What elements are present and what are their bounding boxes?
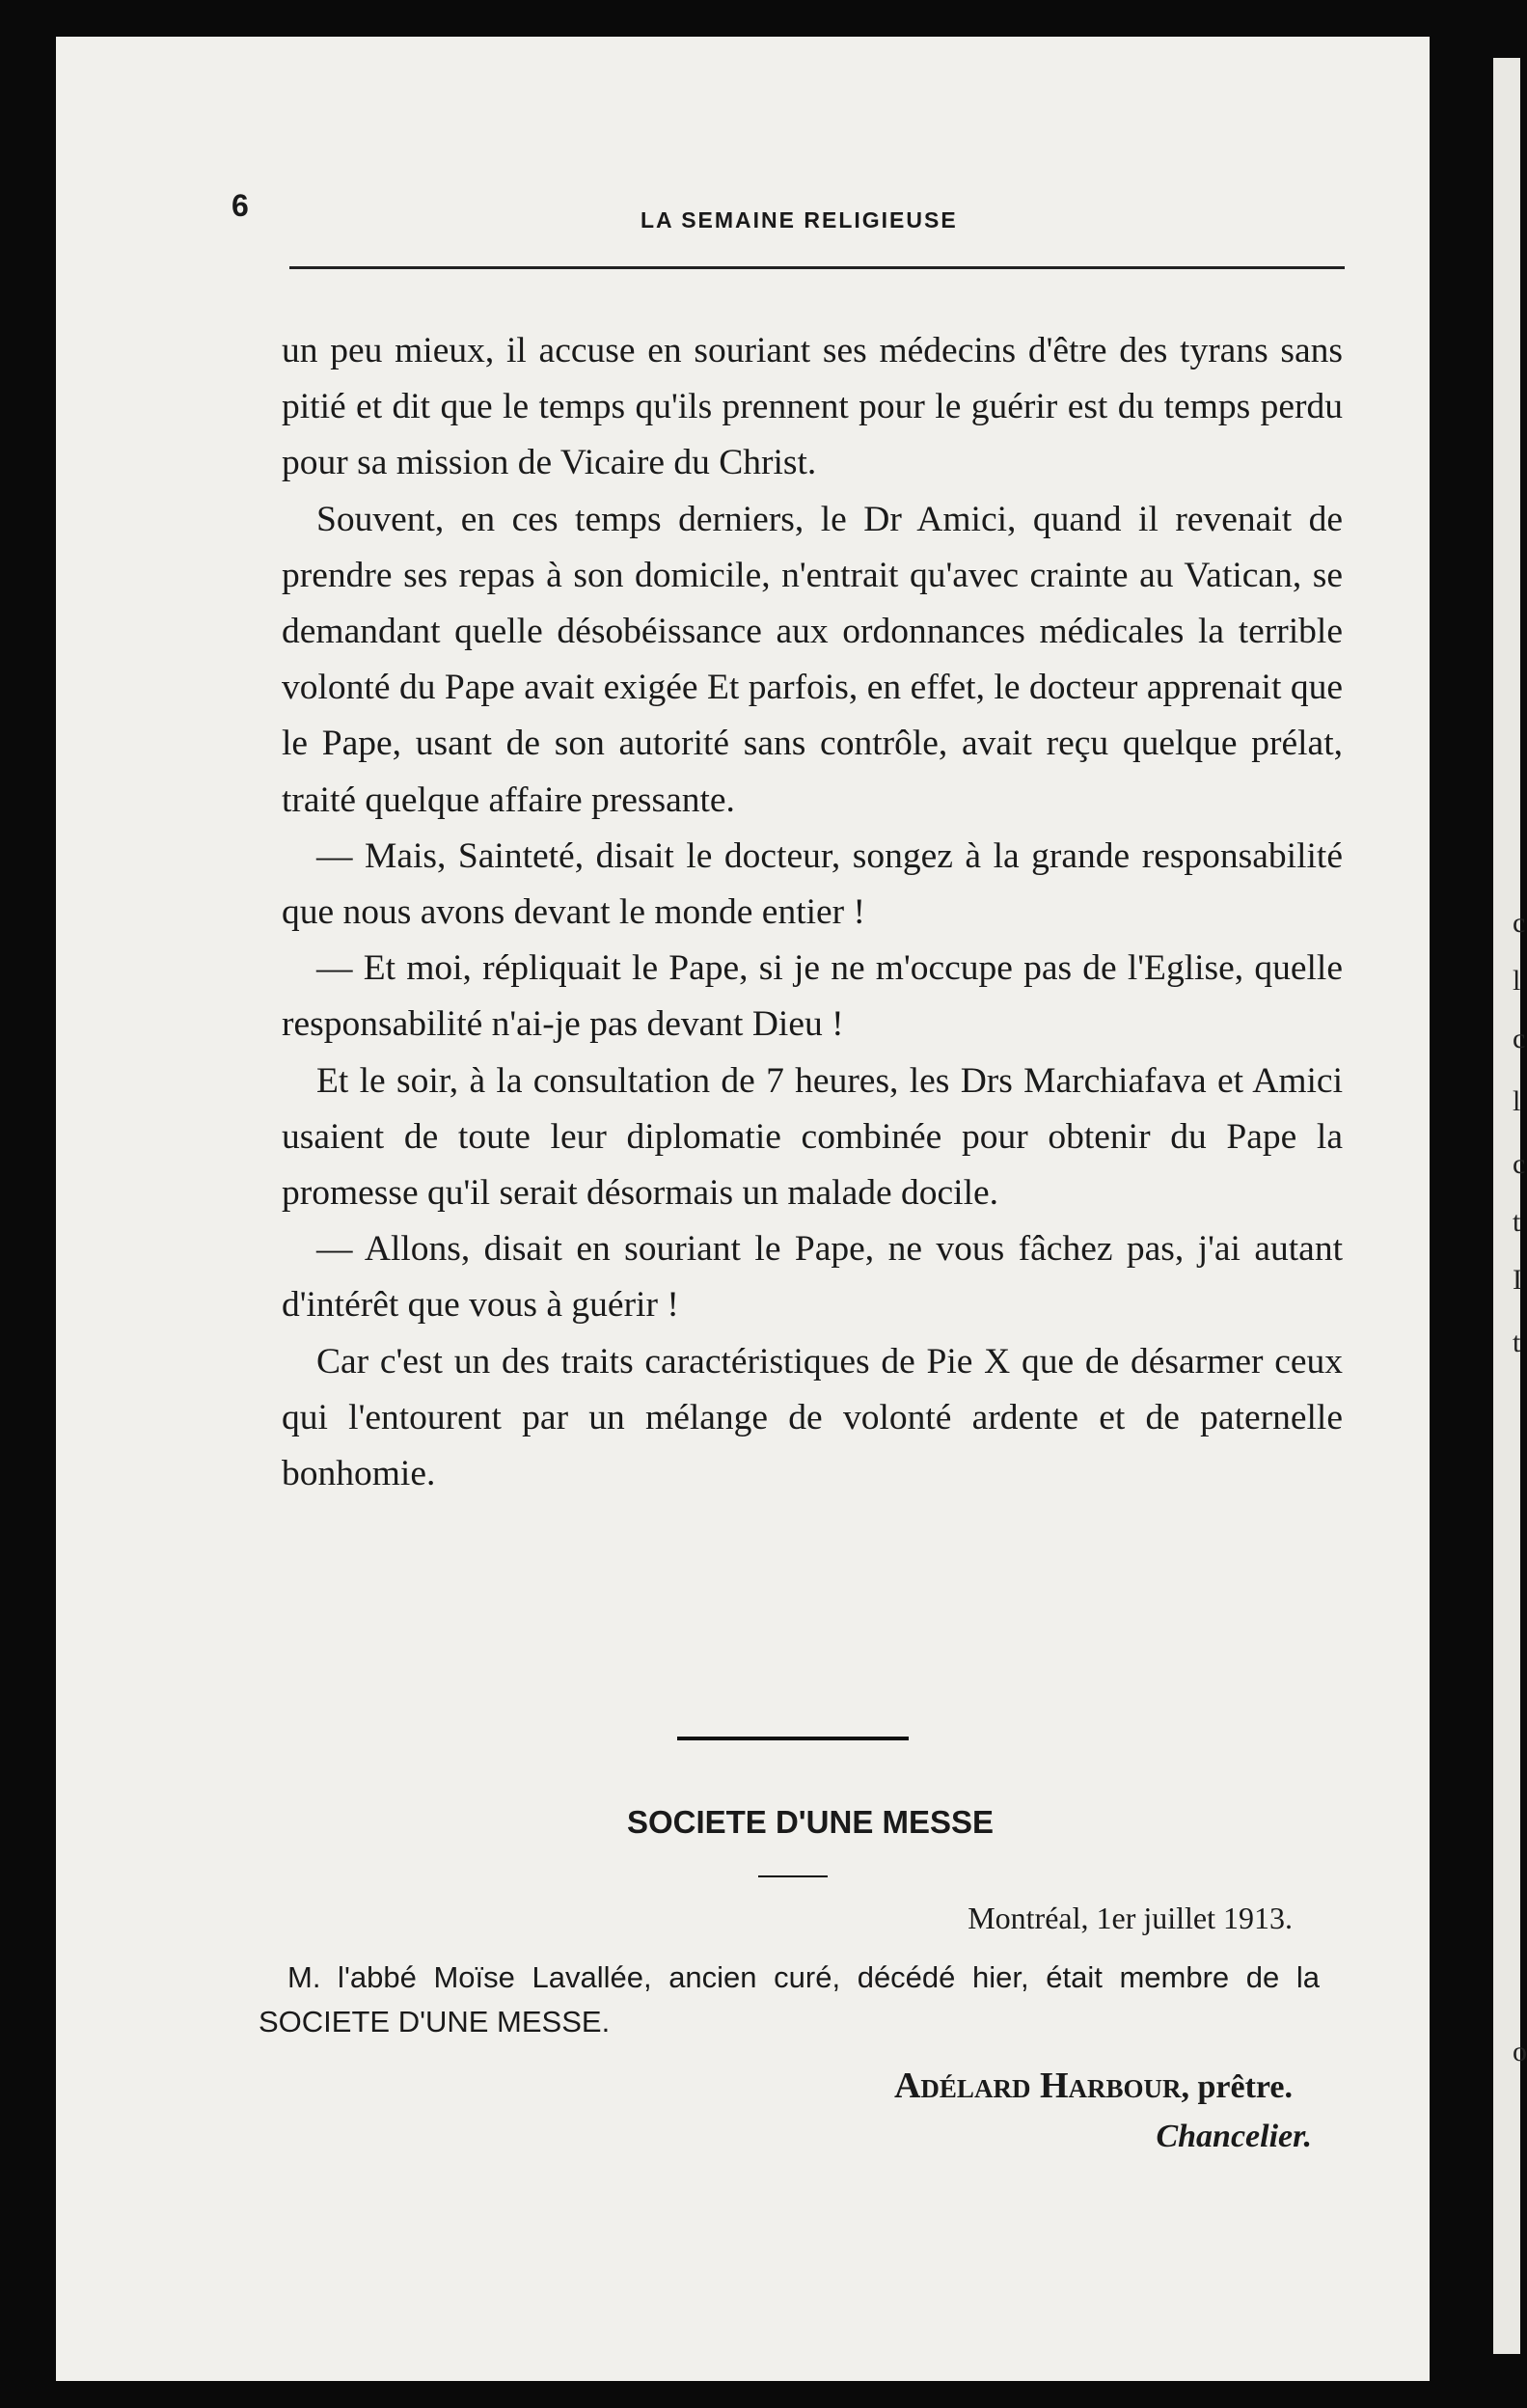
paragraph: Et le soir, à la consultation de 7 heures, les Drs Marchiafava et Amici usaient de toute leur diplomatie combinée pour obtenir du Pape la promesse qu'il serait désormais un malade docile. bbox=[282, 1060, 1343, 1214]
header-rule bbox=[289, 266, 1345, 269]
notice-paragraph: M. l'abbé Moïse Lavallée, ancien curé, décédé hier, était membre de la SOCIETE D'UNE MESSE. bbox=[259, 1960, 1320, 2039]
page-number: 6 bbox=[232, 188, 249, 223]
notice-dateline: Montréal, 1er juillet 1913. bbox=[968, 1901, 1293, 1935]
section-divider bbox=[677, 1737, 909, 1740]
paragraph: Souvent, en ces temps derniers, le Dr Amici, quand il revenait de prendre ses repas à son domicile, n'entrait qu'avec crainte au Vatican, se demandant quelle désobéissance aux ordonnances médicales la terrible volonté du Pape avait exigée Et parfois, en effet, le docteur apprenait que le Pape, usant de son autorité sans contrôle, avait reçu quelque prélat, traité quelque affaire pressante. bbox=[282, 499, 1343, 820]
edge-fragment: t bbox=[1513, 1206, 1521, 1238]
edge-fragment: l bbox=[1513, 1085, 1521, 1117]
signature bbox=[289, 2065, 1293, 2107]
signature-suffix: , prêtre. bbox=[1181, 2069, 1293, 2105]
signature-title: Chancelier. bbox=[1156, 2119, 1312, 2154]
article-body bbox=[282, 323, 1343, 1502]
edge-fragment: l bbox=[1513, 965, 1521, 997]
notice-title: SOCIETE D'UNE MESSE bbox=[626, 1804, 995, 1840]
edge-fragment: c bbox=[1513, 907, 1526, 939]
paragraph: un peu mieux, il accuse en souriant ses médecins d'être des tyrans sans pitié et dit que le temps qu'ils prennent pour le guérir est du temps perdu pour sa mission de Vicaire du Christ. bbox=[282, 331, 1343, 483]
signature-name: Adélard Harbour bbox=[893, 2066, 1182, 2106]
edge-fragment: c bbox=[1513, 1023, 1526, 1054]
title-underline bbox=[758, 1875, 828, 1877]
notice-text bbox=[259, 1956, 1320, 2044]
adjacent-page-edge bbox=[1493, 58, 1527, 2354]
edge-fragment: c bbox=[1513, 1148, 1526, 1180]
running-title: LA SEMAINE RELIGIEUSE bbox=[641, 207, 958, 233]
paragraph: — Et moi, répliquait le Pape, si je ne m'occupe pas de l'Eglise, quelle responsabilité n'ai-je pas devant Dieu ! bbox=[282, 948, 1343, 1045]
edge-fragment: I bbox=[1513, 1264, 1522, 1296]
paragraph: — Mais, Sainteté, disait le docteur, songez à la grande responsabilité que nous avons devant le monde entier ! bbox=[282, 835, 1343, 933]
paragraph: — Allons, disait en souriant le Pape, ne vous fâchez pas, j'ai autant d'intérêt que vous à guérir ! bbox=[282, 1229, 1343, 1326]
edge-fragment: t bbox=[1513, 1327, 1521, 1358]
paragraph: Car c'est un des traits caractéristiques de Pie X que de désarmer ceux qui l'entourent par un mélange de volonté ardente et de paternelle bonhomie. bbox=[282, 1341, 1343, 1494]
edge-fragment: o bbox=[1513, 2036, 1527, 2067]
